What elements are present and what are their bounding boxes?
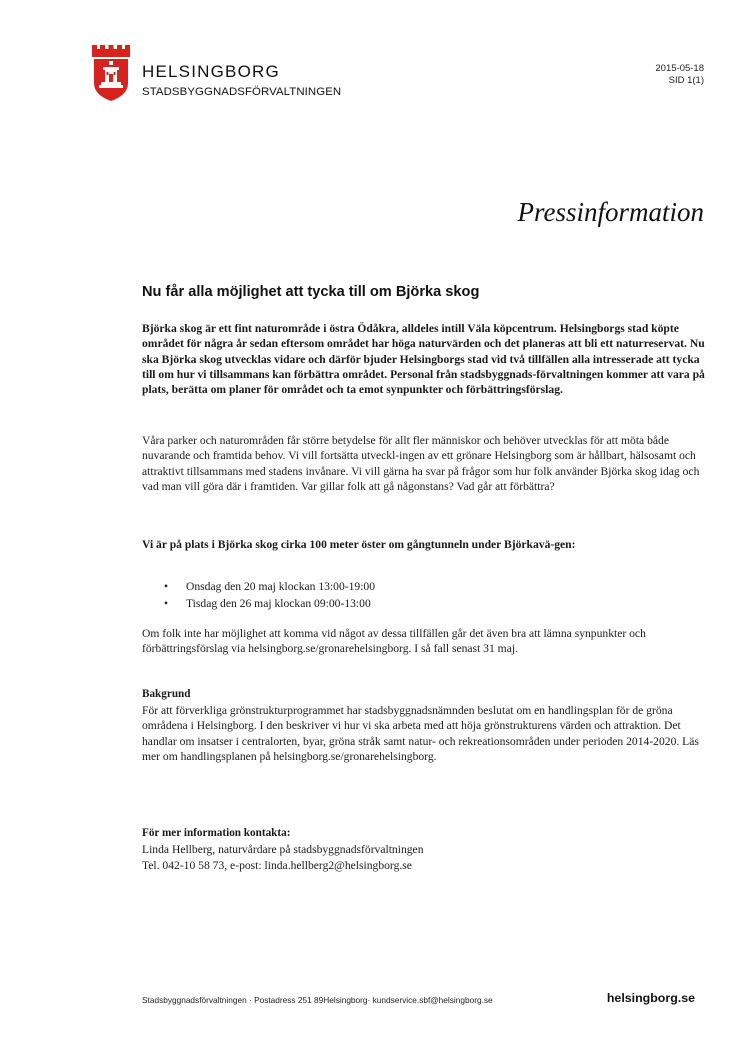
headline: Nu får alla möjlighet att tycka till om Björka skog <box>142 284 480 300</box>
contact-heading: För mer information kontakta: <box>142 827 291 839</box>
list-item <box>142 595 642 612</box>
brand-name: HELSINGBORG <box>142 62 280 81</box>
background-paragraph: För att förverkliga grönstrukturprogrammet har stadsbyggnadsnämnden beslutat om en handlingsplan för de gröna områdena i Helsingborg. I den beskriver vi hur vi ska arbeta med att höja grönstrukturens värden och attraktion. Det handlar om insatser i centralorten, byar, gröna stråk samt natur- och rekreationsområden under perioden 2014-2020. Läs mer om handlingsplanen på helsingborg.se/gronarehelsingborg. <box>142 704 699 763</box>
location-paragraph: Vi är på plats i Björka skog cirka 100 meter öster om gångtunneln under Björkavä-gen: <box>142 538 576 551</box>
page-number: SID 1(1) <box>668 75 704 86</box>
event-dates-list <box>142 578 642 612</box>
contact-phone-email-line: Tel. 042-10 58 73, e-post: linda.hellberg2@helsingborg.se <box>142 859 412 872</box>
background-heading: Bakgrund <box>142 688 191 700</box>
helsingborg-crest-icon <box>92 45 130 101</box>
bullet-icon: • <box>164 597 169 610</box>
event-date: Onsdag den 20 maj klockan 13:00-19:00 <box>186 580 376 593</box>
footer-website: helsingborg.se <box>606 991 695 1005</box>
list-item <box>142 578 642 595</box>
footer-address: Stadsbyggnadsförvaltningen · Postadress 251 89Helsingborg· kundservice.sbf@helsingborg.se <box>142 995 493 1005</box>
document-type: Pressinformation <box>517 197 704 227</box>
body-paragraph-1: Våra parker och naturområden får större betydelse för allt fler människor och behöver utvecklas för att möta både nuvarande och framtida behov. Vi vill fortsätta utveckl-ingen av ett grönare Helsingborg som är hållbart, hälsosamt och attraktivt tillsammans med stadens invånare. Vi vill gärna ha svar på frågor som hur folk använder Björka skog idag och vad man vill göra där i framtiden. Var gillar folk att gå någonstans? Vad går att förbättra? <box>142 434 700 493</box>
department-name: STADSBYGGNADSFÖRVALTNINGEN <box>142 86 342 98</box>
document-date: 2015-05-18 <box>655 63 704 74</box>
event-date: Tisdag den 26 maj klockan 09:00-13:00 <box>186 597 371 610</box>
bullet-icon: • <box>164 580 169 593</box>
body-paragraph-2: Om folk inte har möjlighet att komma vid något av dessa tillfällen går det även bra att lämna synpunkter och förbättringsförslag via helsingborg.se/gronarehelsingborg. I så fall senast 31 maj. <box>142 627 646 656</box>
lead-paragraph: Björka skog är ett fint naturområde i östra Ödåkra, alldeles intill Väla köpcentrum. Helsingborgs stad köpte området för några år sedan eftersom området har höga naturvärden och det planeras att bli ett naturreservat. Nu ska Björka skog utvecklas vidare och därför bjuder Helsingborgs stad vid två tillfällen alla intresserade att tycka till om hur vi tillsammans kan förbättra området. Personal från stadsbyggnads-förvaltningen kommer att vara på plats, berätta om planer för området och ta emot synpunkter och förbättringsförslag. <box>142 322 705 397</box>
contact-name-line: Linda Hellberg, naturvårdare på stadsbyggnadsförvaltningen <box>142 843 424 856</box>
